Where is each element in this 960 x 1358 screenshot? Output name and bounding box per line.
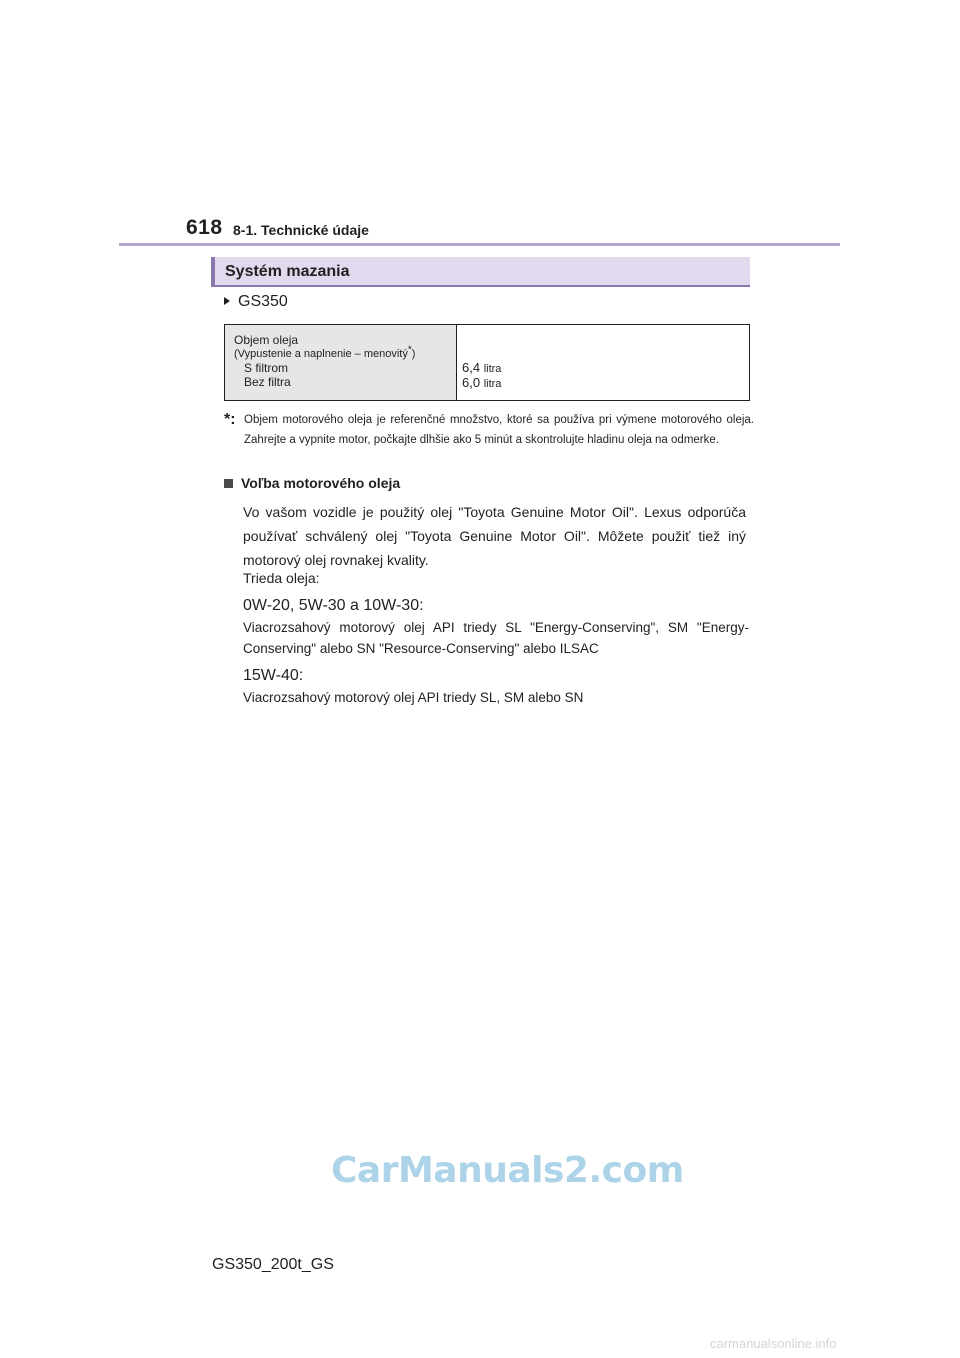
capacity-label: Objem oleja bbox=[234, 333, 299, 347]
footnote-mark: *: bbox=[224, 411, 236, 428]
section-title: Systém mazania bbox=[225, 263, 350, 280]
chapter-title: 8-1. Technické údaje bbox=[233, 222, 369, 238]
page-number: 618 bbox=[186, 216, 223, 239]
table-label-cell bbox=[225, 325, 457, 400]
footnote-star: * bbox=[407, 344, 412, 356]
oil-capacity-table bbox=[224, 324, 750, 401]
square-bullet-icon bbox=[224, 479, 233, 488]
watermark-logo: CarManuals2.com bbox=[331, 1150, 684, 1191]
header-rule bbox=[119, 243, 840, 246]
capacity-sublabel-close: ) bbox=[411, 348, 416, 360]
unit-label: litra bbox=[483, 363, 502, 375]
unit-label: litra bbox=[483, 378, 502, 390]
oil-selection-paragraph bbox=[243, 500, 746, 572]
oil-selection-title: Voľba motorového oleja bbox=[241, 475, 401, 491]
capacity-sublabel bbox=[234, 344, 456, 361]
oil-selection-heading bbox=[224, 475, 400, 491]
without-filter-number: 6,0 bbox=[462, 375, 481, 390]
triangle-arrow-icon bbox=[224, 297, 230, 305]
grade-description: Viacrozsahový motorový olej API triedy SL "Energy-Conserving", SM "Energy-Conserving" alebo SN "Resource-Conserving" alebo ILSAC bbox=[243, 620, 749, 656]
oil-selection-text: Vo vašom vozidle je použitý olej "Toyota Genuine Motor Oil". Lexus odporúča používať schválený olej "Toyota Genuine Motor Oil". Môžete použiť tiež iný motorový olej rovnakej kvality. bbox=[243, 504, 746, 568]
with-filter-number: 6,4 bbox=[462, 360, 481, 375]
with-filter-value bbox=[462, 361, 749, 376]
oil-grade-list bbox=[243, 595, 749, 708]
section-header-bar bbox=[211, 257, 750, 287]
footnote-text: Objem motorového oleja je referenčné množstvo, ktoré sa používa pri výmene motorového oleja. Zahrejte a vypnite motor, počkajte dlhšie ako 5 minút a skontrolujte hladinu oleja na odmerke. bbox=[244, 414, 754, 446]
table-value-cell bbox=[457, 325, 749, 400]
grade-name: 15W-40: bbox=[243, 667, 304, 684]
footer-code: GS350_200t_GS bbox=[212, 1256, 334, 1273]
grade-description: Viacrozsahový motorový olej API triedy SL, SM alebo SN bbox=[243, 690, 584, 705]
footnote bbox=[224, 410, 754, 450]
bottom-watermark: carmanualsonline.info bbox=[710, 1336, 837, 1351]
model-name: GS350 bbox=[238, 293, 288, 310]
with-filter-label: S filtrom bbox=[244, 361, 289, 375]
without-filter-value bbox=[462, 376, 749, 391]
without-filter-label: Bez filtra bbox=[244, 375, 291, 389]
model-heading bbox=[224, 293, 288, 311]
grade-name: 0W-20, 5W-30 a 10W-30: bbox=[243, 597, 424, 614]
capacity-sublabel-text: (Vypustenie a naplnenie – menovitý bbox=[234, 348, 408, 360]
oil-grade-label: Trieda oleja: bbox=[243, 570, 320, 586]
